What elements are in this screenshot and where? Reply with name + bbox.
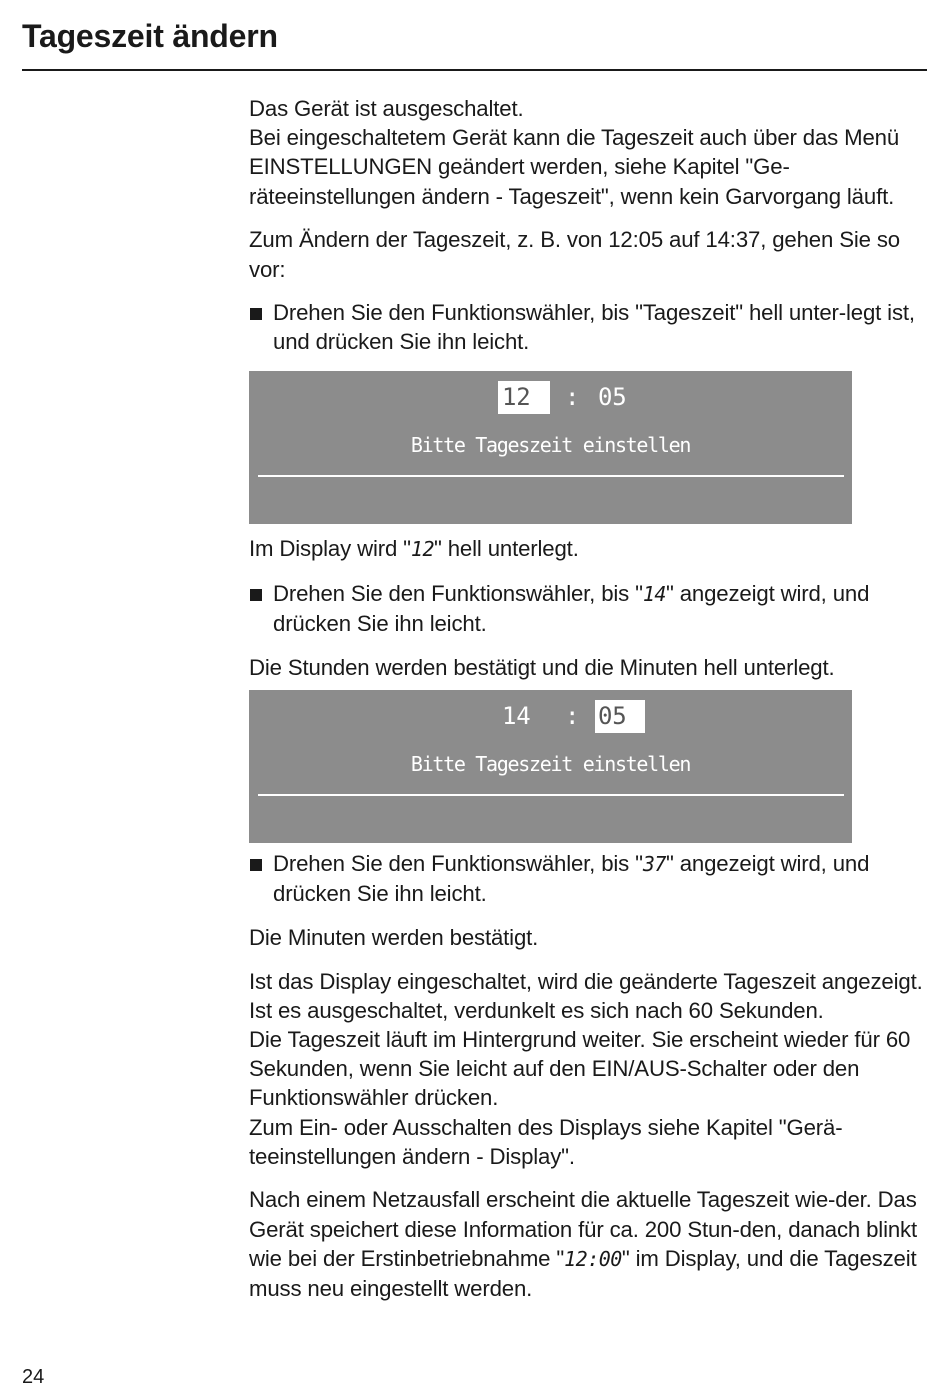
hours-confirmed-paragraph: Die Stunden werden bestätigt und die Minuten hell unterlegt. [249,654,835,680]
display-minutes-highlighted: 05 [595,700,645,733]
display-screen-minutes [249,690,852,843]
text-run: " angezeigt wird, und drücken Sie ihn leicht. [273,580,870,637]
step-1-text: Drehen Sie den Funktionswähler, bis "Tageszeit" hell unter-legt ist, und drücken Sie ihn leicht. [273,300,915,355]
intro-line-1: Das Gerät ist ausgeschaltet. [249,96,524,121]
text-run: Drehen Sie den Funktionswähler, bis " [273,850,643,876]
text-run: Drehen Sie den Funktionswähler, bis " [273,580,643,606]
power-failure-paragraph [249,1185,929,1303]
display-hours-highlighted: 12 [498,381,550,414]
display-info-line-2: Ist es ausgeschaltet, verdunkelt es sich nach 60 Sekunden. [249,997,824,1023]
display-info-line-4: Zum Ein- oder Ausschalten des Displays siehe Kapitel "Gerä-teeinstellungen ändern - Display". [249,1114,843,1169]
display-divider [258,475,844,477]
page-title: Tageszeit ändern [22,18,278,54]
main-content [249,94,929,1318]
step-2-text [273,581,869,636]
display-time [249,700,852,733]
minutes-confirmed-paragraph: Die Minuten werden bestätigt. [249,924,539,950]
lcd-value-12: 12 [410,537,434,562]
step-3-text [273,851,869,906]
text-run: Im Display wird " [249,536,411,562]
title-divider [22,69,927,71]
display-divider [258,794,844,796]
text-run: " im Display, und die Tageszeit muss neu eingestellt werden. [249,1245,917,1302]
bullet-square-icon [250,589,262,601]
bullet-square-icon [250,308,262,320]
display-screen-hours [249,371,852,524]
intro-line-2: Bei eingeschaltetem Gerät kann die Tageszeit auch über das Menü EINSTELLUNGEN geändert werden, siehe Kapitel "Ge-räteeinstellungen ändern - Tageszeit", wenn kein Garvorgang läuft. [249,125,900,209]
intro-paragraph [249,94,929,211]
display-info-paragraph [249,967,929,1171]
lcd-value-37: 37 [642,851,666,876]
hours-highlight-paragraph [249,534,929,564]
step-1 [249,298,929,356]
display-time [249,381,852,414]
display-hours: 14 [502,701,531,730]
bullet-square-icon [250,859,262,871]
display-colon: : [565,701,580,730]
lcd-value-14: 14 [642,581,666,606]
display-colon: : [565,383,580,412]
example-paragraph: Zum Ändern der Tageszeit, z. B. von 12:05 auf 14:37, gehen Sie so vor: [249,227,900,282]
lcd-value-1200: 12:00 [564,1246,622,1271]
display-info-line-1: Ist das Display eingeschaltet, wird die geänderte Tageszeit angezeigt. [249,968,923,994]
display-minutes: 05 [598,383,627,412]
text-run: Nach einem Netzausfall erscheint die aktuelle Tageszeit wie-der. Das Gerät speichert diese Information für ca. 200 Stun-den, danach blinkt wie bei der Erstinbetriebnahme " [249,1187,917,1271]
step-2 [249,579,929,638]
page-number: 24 [22,1366,45,1388]
text-run: " angezeigt wird, und drücken Sie ihn leicht. [273,850,870,907]
display-info-line-3: Die Tageszeit läuft im Hintergrund weiter. Sie erscheint wieder für 60 Sekunden, wenn Sie leicht auf den EIN/AUS-Schalter oder den Funktionswähler drücken. [249,1026,911,1111]
step-3 [249,849,929,908]
display-message: Bitte Tageszeit einstellen [410,433,691,458]
text-run: " hell unterlegt. [434,536,579,562]
display-message: Bitte Tageszeit einstellen [410,751,691,776]
